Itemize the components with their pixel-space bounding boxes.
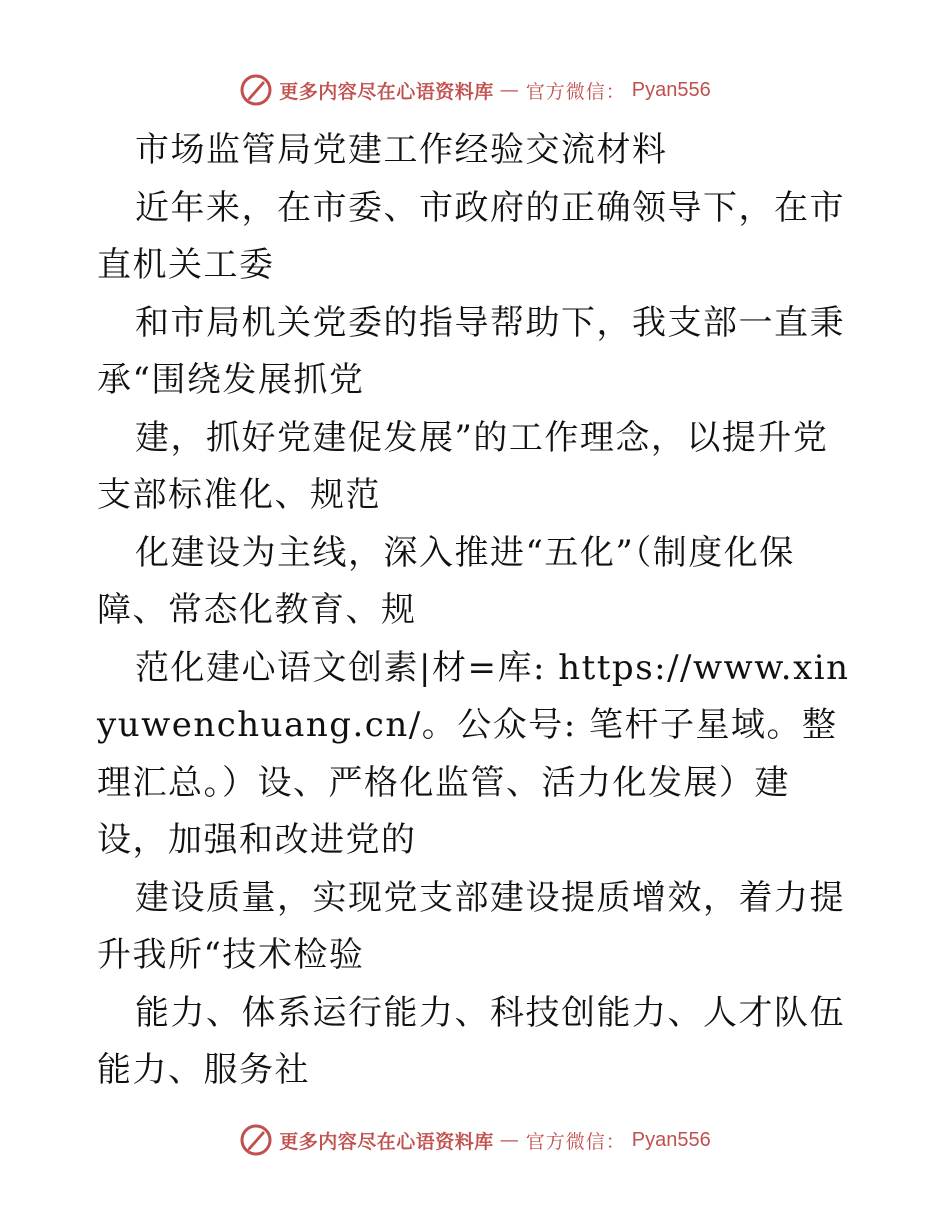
document-body (97, 122, 857, 1100)
quill-pen-icon (239, 73, 273, 107)
paragraph: 近年来，在市委、市政府的正确领导下，在市直机关工委 (97, 187, 845, 285)
quill-pen-icon (239, 1123, 273, 1157)
paragraph: 建设质量，实现党支部建设提质增效，着力提升我所“技术检验 (97, 877, 845, 975)
header-watermark-banner (0, 70, 950, 110)
paragraph: 能力、体系运行能力、科技创能力、人才队伍能力、服务社 (97, 992, 845, 1090)
paragraph: 范化建心语文创素|材=库: https://www.xinyuwenchuang.cn/。公众号: 笔杆子星域。整理汇总。）设、严格化监管、活力化发展）建设，加强和改进党的 (97, 647, 850, 860)
paragraph: 和市局机关党委的指导帮助下，我支部一直秉承“围绕发展抓党 (97, 302, 845, 400)
banner-site-name: 更多内容尽在心语资料库 (279, 80, 494, 103)
banner-site-name: 更多内容尽在心语资料库 (279, 1130, 494, 1153)
banner-wechat-id: Pyan556 (631, 78, 711, 101)
banner-dash: — (499, 1129, 520, 1151)
document-title: 市场监管局党建工作经验交流材料 (135, 130, 668, 170)
footer-watermark-banner (0, 1120, 950, 1160)
banner-wechat-label: 官方微信： (525, 80, 626, 103)
banner-dash: — (499, 79, 520, 101)
banner-wechat-id: Pyan556 (631, 1128, 711, 1151)
paragraph: 化建设为主线，深入推进“五化”（制度化保障、常态化教育、规 (97, 532, 795, 630)
banner-wechat-label: 官方微信： (525, 1130, 626, 1153)
paragraph: 建，抓好党建促发展”的工作理念，以提升党支部标准化、规范 (97, 417, 829, 515)
